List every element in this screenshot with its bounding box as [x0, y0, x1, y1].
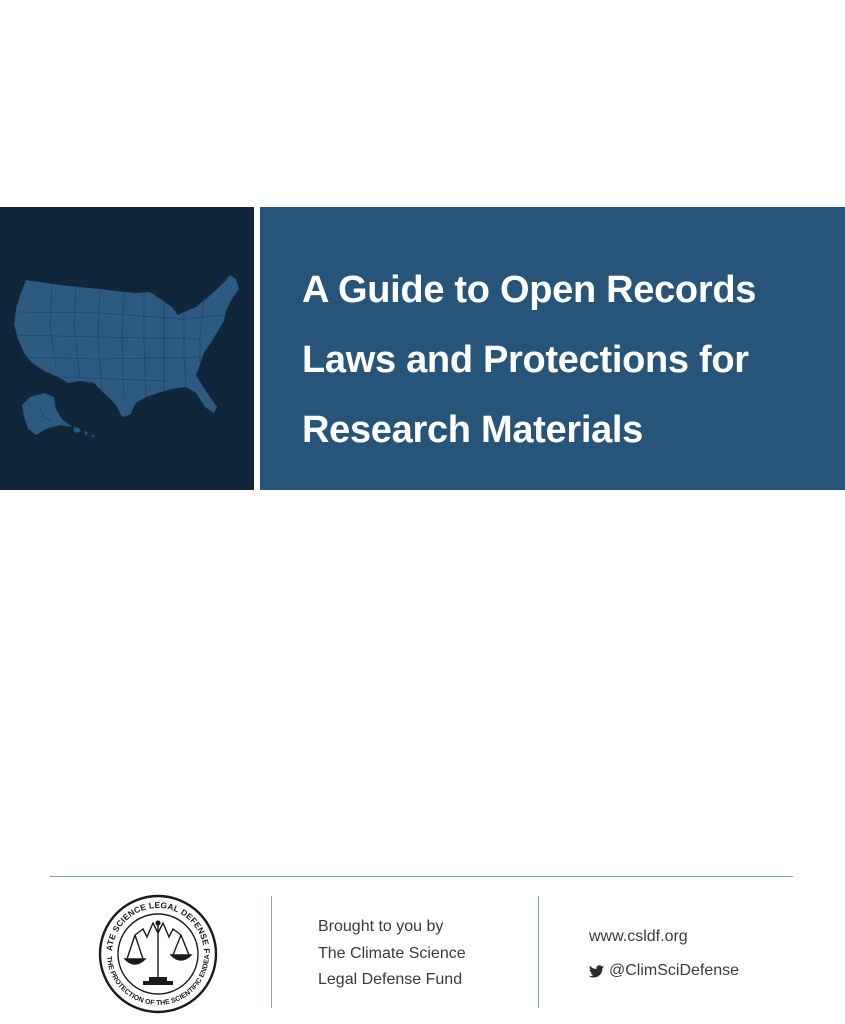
us-map-icon — [0, 207, 254, 490]
attribution-line: Brought to you by — [318, 918, 444, 935]
twitter-handle: @ClimSciDefense — [609, 962, 740, 979]
svg-text:CLIMATE SCIENCE LEGAL DEFENSE: ATE SCIENCE LEGAL DEFENSE F — [104, 899, 213, 954]
svg-text:FOR THE PROTECTION OF THE SCIE: THE PROTECTION OF THE SCIENTIFIC ENDEA — [105, 954, 212, 1008]
contact-info — [589, 924, 739, 984]
attribution-text — [318, 914, 466, 994]
footer-divider — [50, 876, 793, 877]
title-line: Laws and Protections for — [302, 339, 749, 381]
document-title — [302, 255, 756, 465]
scales-of-justice-icon — [95, 893, 221, 1015]
title-line: Research Materials — [302, 409, 644, 451]
footer-divider-right — [538, 896, 539, 1008]
attribution-line: The Climate Science — [318, 944, 466, 962]
map-panel — [0, 207, 254, 490]
twitter-link[interactable] — [589, 958, 739, 984]
title-line: A Guide to Open Records — [302, 269, 757, 311]
twitter-bird-icon — [589, 965, 604, 978]
footer-divider-left — [271, 896, 272, 1008]
website-link[interactable]: www.csldf.org — [589, 928, 688, 945]
cover-banner — [0, 207, 845, 490]
attribution-line: Legal Defense Fund — [318, 971, 463, 988]
title-panel — [260, 207, 845, 490]
csldf-seal-logo — [95, 893, 221, 1015]
